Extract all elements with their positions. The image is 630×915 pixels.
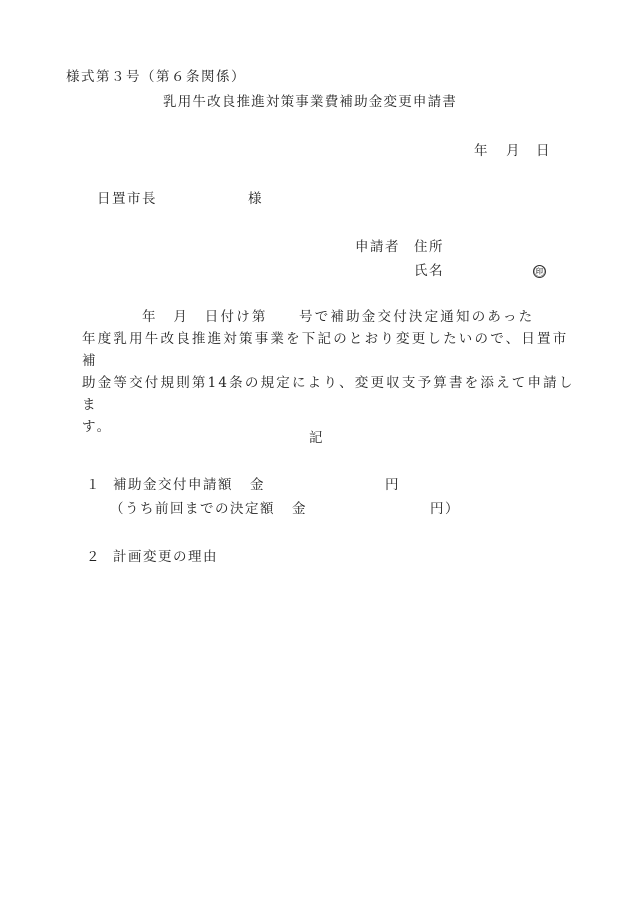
ki-heading: 記 <box>309 430 324 446</box>
item-1-unit: 円 <box>385 477 400 493</box>
date-day: 日 <box>536 143 551 159</box>
item-2-number: ２ <box>86 549 101 565</box>
form-number: 様式第３号（第６条関係） <box>66 69 246 85</box>
document-title: 乳用牛改良推進対策事業費補助金変更申請書 <box>163 94 457 110</box>
body-line-4: す。 <box>82 419 113 435</box>
date-month: 月 <box>506 143 521 159</box>
item-1-sub-close: 円） <box>430 501 460 517</box>
item-1-sub-currency: 金 <box>292 501 307 517</box>
seal-mark <box>533 262 546 280</box>
body-paragraph <box>82 306 580 438</box>
addressee: 日置市長 <box>97 191 157 207</box>
body-line-1: 年 月 日付け第 号で補助金交付決定通知のあった <box>142 309 535 325</box>
item-1-label: 補助金交付申請額 <box>113 477 233 493</box>
address-label: 住所 <box>414 239 444 255</box>
date-year: 年 <box>474 143 489 159</box>
body-line-3: 助金等交付規則第14条の規定により、変更収支予算書を添えて申請しま <box>82 375 575 413</box>
honorific: 様 <box>248 191 263 207</box>
body-line-2: 年度乳用牛改良推進対策事業を下記のとおり変更したいので、日置市補 <box>82 331 569 369</box>
item-1-currency: 金 <box>250 477 265 493</box>
item-2-label: 計画変更の理由 <box>113 549 218 565</box>
seal-icon: ㊞ <box>534 265 545 278</box>
item-1-sub-open: （うち前回までの決定額 <box>110 501 275 517</box>
name-label: 氏名 <box>414 263 444 279</box>
applicant-label: 申請者 <box>355 239 400 255</box>
item-1-number: １ <box>86 477 101 493</box>
